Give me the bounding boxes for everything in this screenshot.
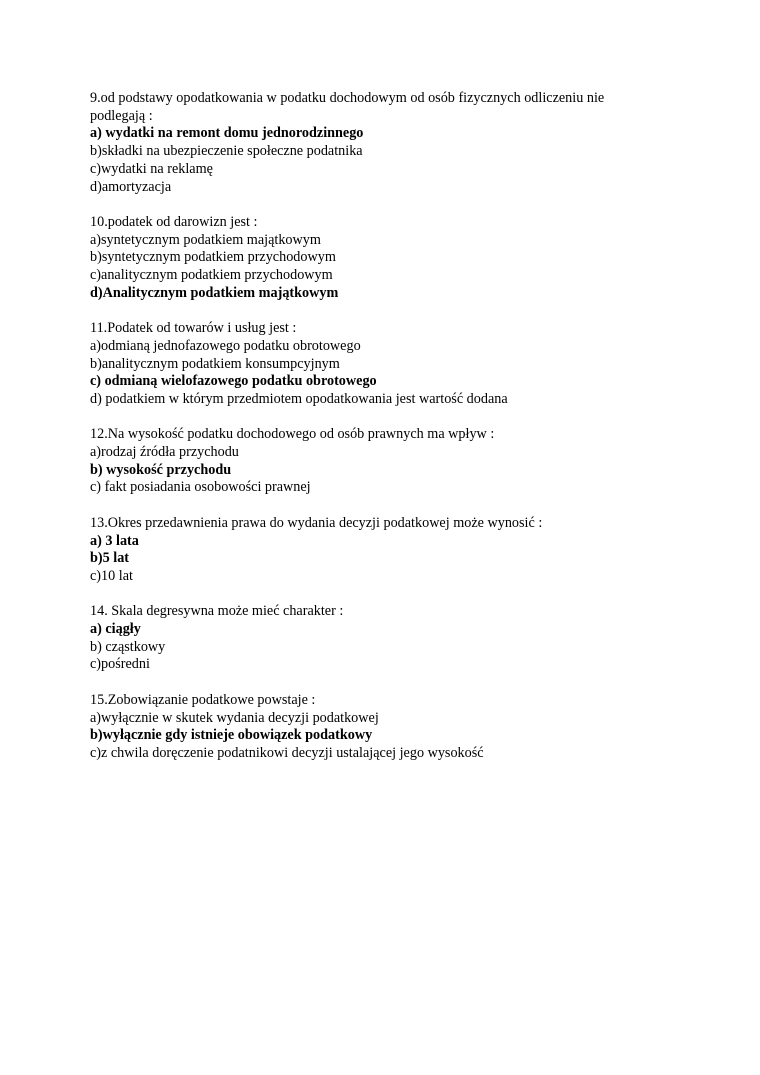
answer-option: a)rodzaj źródła przychodu: [90, 444, 239, 461]
question-stem: 12.Na wysokość podatku dochodowego od osób prawnych ma wpływ :: [90, 426, 495, 443]
question-stem: 11.Podatek od towarów i usług jest :: [90, 320, 297, 337]
answer-option: c)pośredni: [90, 656, 150, 673]
question-stem: 13.Okres przedawnienia prawa do wydania decyzji podatkowej może wynosić :: [90, 514, 543, 531]
answer-option: c)z chwila doręczenie podatnikowi decyzji ustalającej jego wysokość: [90, 744, 484, 761]
question-11: [90, 320, 690, 409]
document-page: [90, 90, 690, 780]
answer-option: d) podatkiem w którym przedmiotem opodatkowania jest wartość dodana: [90, 390, 508, 407]
answer-option: c)wydatki na reklamę: [90, 160, 213, 177]
answer-option: c)analitycznym podatkiem przychodowym: [90, 267, 333, 284]
answer-option: d)amortyzacja: [90, 178, 172, 195]
answer-option: b)analitycznym podatkiem konsumpcyjnym: [90, 355, 340, 372]
answer-option: a) wydatki na remont domu jednorodzinnego: [90, 125, 364, 142]
answer-option: b)5 lat: [90, 550, 130, 567]
answer-option: b) cząstkowy: [90, 638, 166, 655]
question-stem: 14. Skala degresywna może mieć charakter :: [90, 603, 344, 620]
question-12: [90, 426, 690, 497]
question-10: [90, 214, 690, 303]
answer-option: c) fakt posiadania osobowości prawnej: [90, 479, 311, 496]
answer-option: c)10 lat: [90, 567, 133, 584]
answer-option: d)Analitycznym podatkiem majątkowym: [90, 284, 339, 301]
answer-option: a)wyłącznie w skutek wydania decyzji podatkowej: [90, 709, 379, 726]
question-9: [90, 90, 690, 196]
answer-option: b)wyłącznie gdy istnieje obowiązek podatkowy: [90, 727, 373, 744]
answer-option: b) wysokość przychodu: [90, 461, 232, 478]
answer-option: a) ciągły: [90, 621, 141, 638]
question-stem: 10.podatek od darowizn jest :: [90, 213, 258, 230]
answer-option: c) odmianą wielofazowego podatku obrotowego: [90, 373, 377, 390]
question-stem: 9.od podstawy opodatkowania w podatku dochodowym od osób fizycznych odliczeniu nie podlegają :: [90, 90, 605, 124]
answer-option: a)odmianą jednofazowego podatku obrotowego: [90, 337, 361, 354]
question-stem: 15.Zobowiązanie podatkowe powstaje :: [90, 691, 316, 708]
answer-option: b)syntetycznym podatkiem przychodowym: [90, 249, 336, 266]
answer-option: a) 3 lata: [90, 532, 139, 549]
answer-option: a)syntetycznym podatkiem majątkowym: [90, 231, 321, 248]
question-14: [90, 603, 690, 674]
question-13: [90, 515, 690, 586]
answer-option: b)składki na ubezpieczenie społeczne podatnika: [90, 143, 363, 160]
question-15: [90, 692, 690, 763]
